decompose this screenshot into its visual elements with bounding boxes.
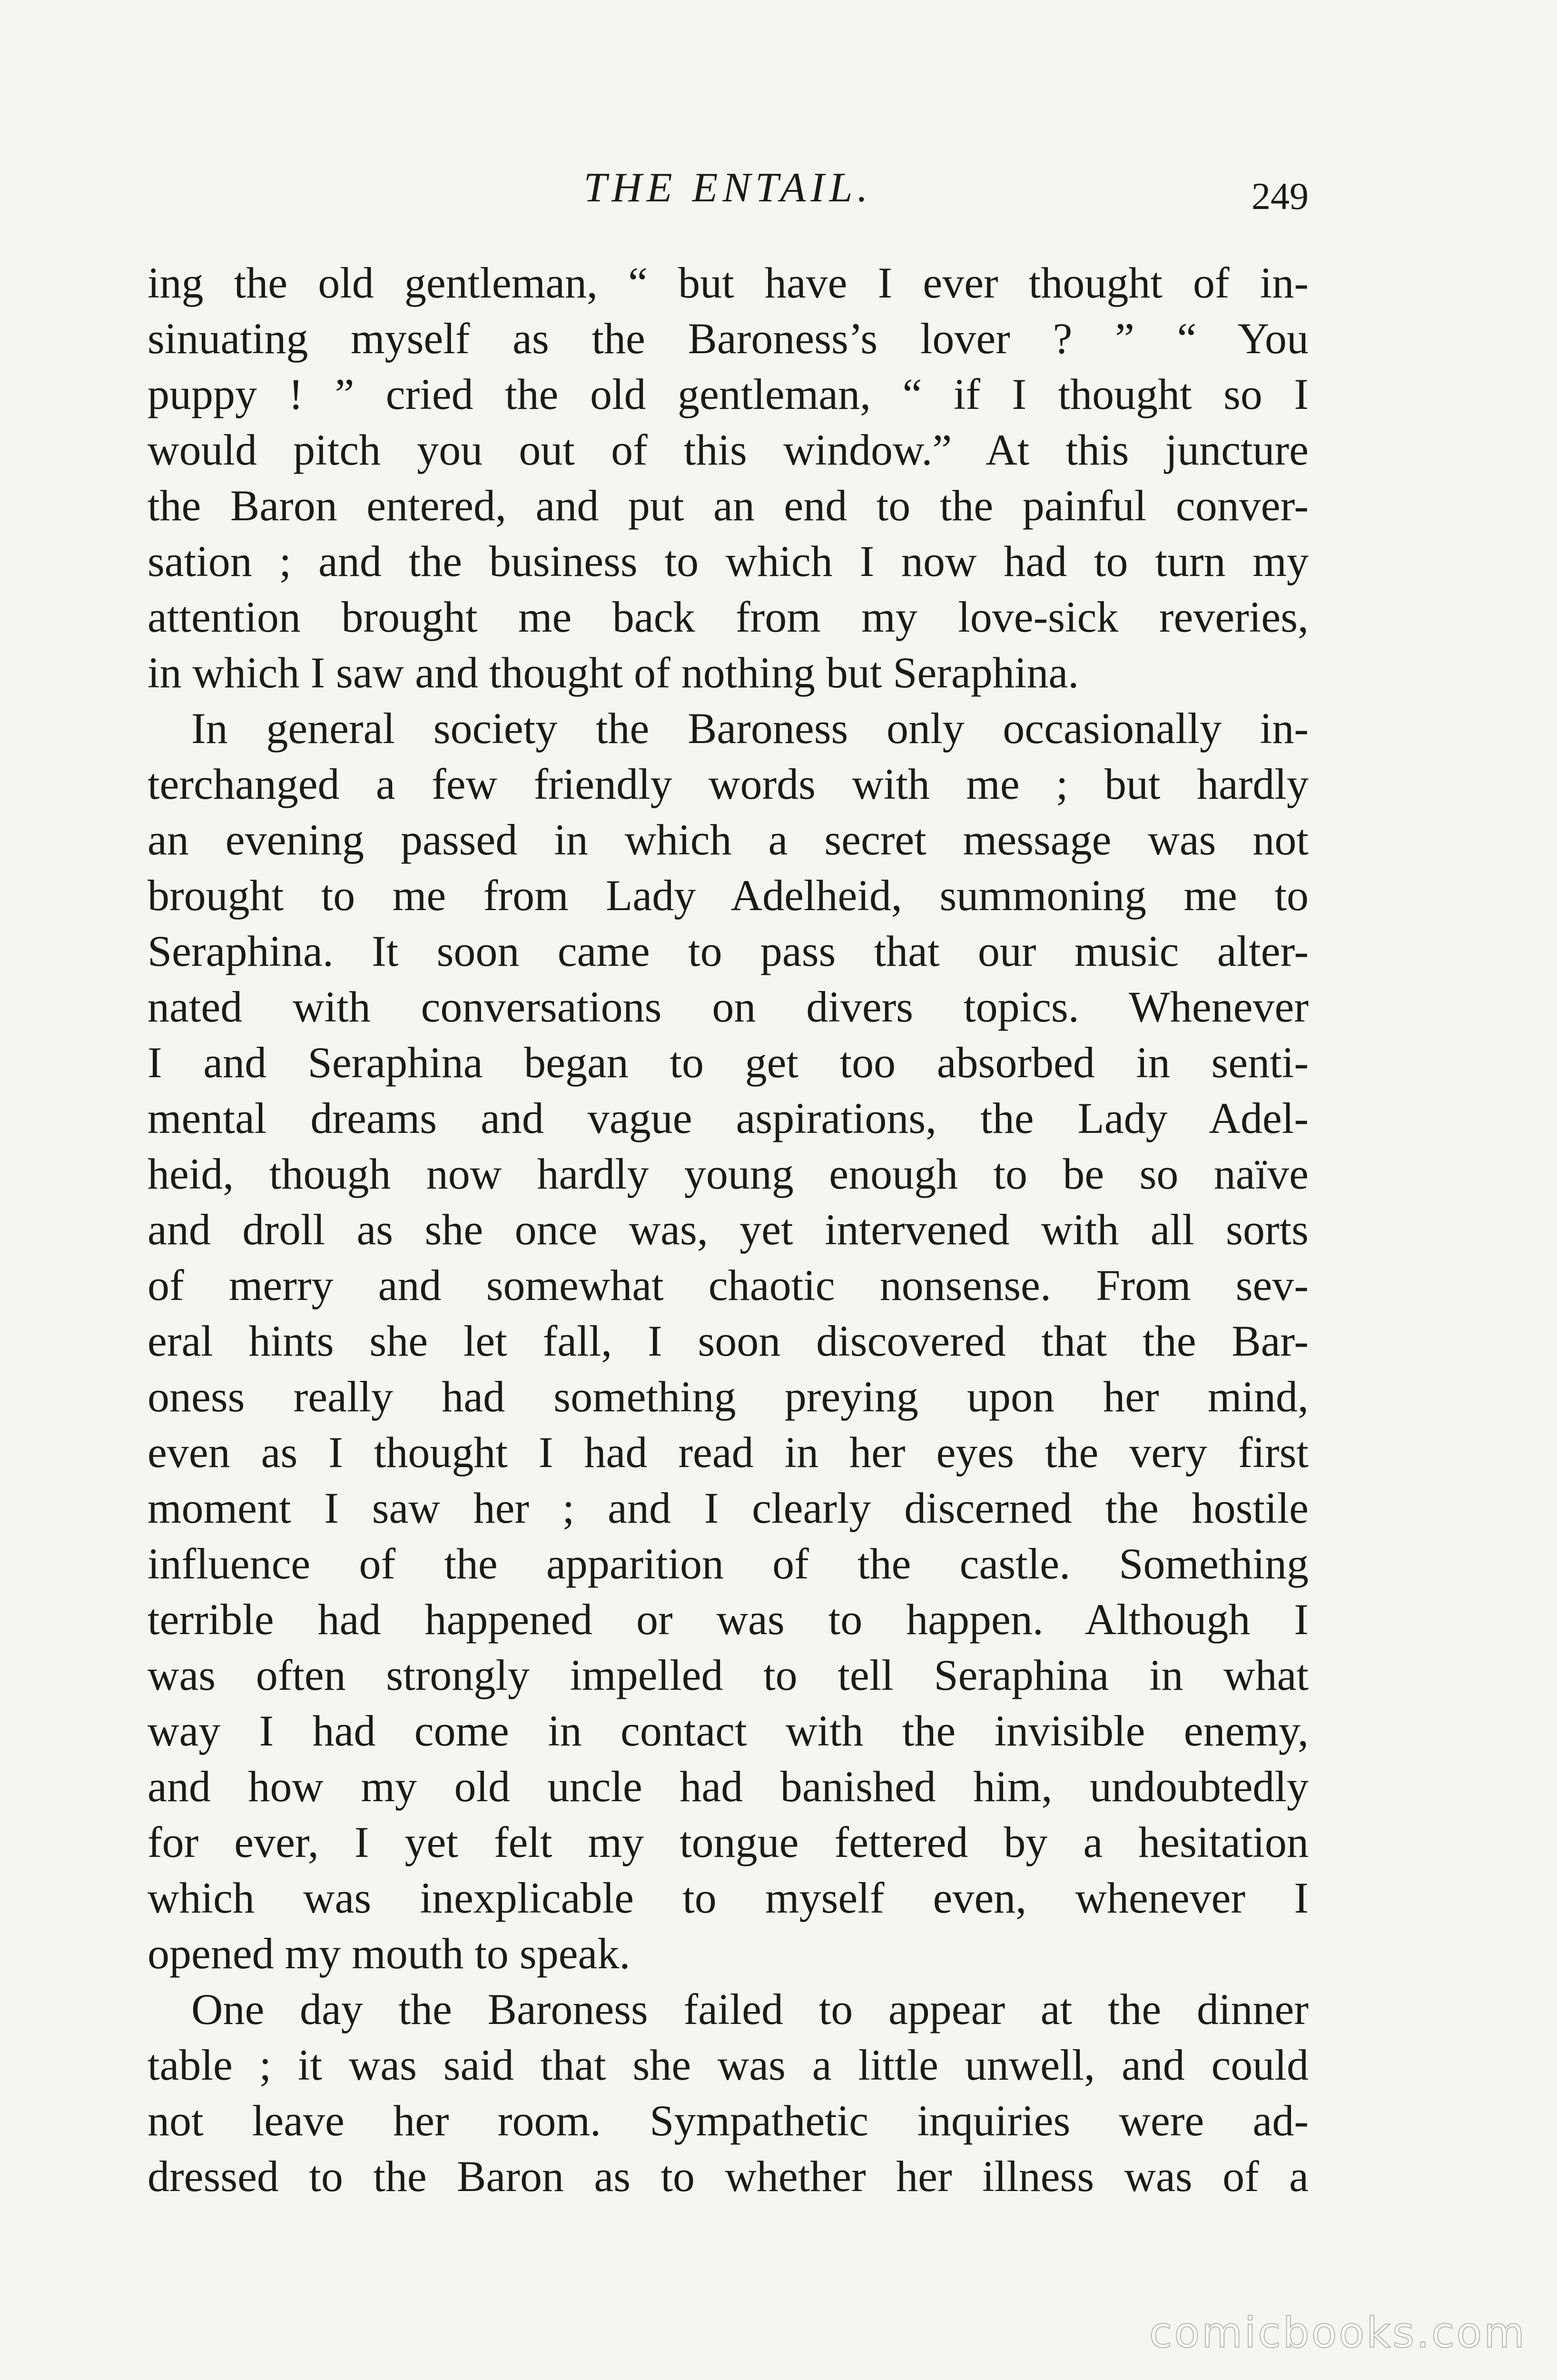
text-line: for ever, I yet felt my tongue fettered by a hesitation bbox=[148, 1818, 1309, 1866]
text-line: in which I saw and thought of nothing but Seraphina. bbox=[148, 648, 1079, 697]
text-line: the Baron entered, and put an end to the painful conver- bbox=[148, 481, 1309, 530]
text-line: not leave her room. Sympathetic inquiries were ad- bbox=[148, 2096, 1309, 2145]
text-line: way I had come in contact with the invisible enemy, bbox=[148, 1706, 1309, 1755]
text-line: opened my mouth to speak. bbox=[148, 1929, 631, 1978]
text-line: puppy ! ” cried the old gentleman, “ if I thought so I bbox=[148, 370, 1309, 418]
text-line: eral hints she let fall, I soon discovered that the Bar- bbox=[148, 1317, 1309, 1365]
page-header bbox=[148, 157, 1309, 219]
text-line: even as I thought I had read in her eyes the very first bbox=[148, 1428, 1309, 1477]
text-line: sinuating myself as the Baroness’s lover ? ” “ You bbox=[148, 314, 1309, 363]
text-line: I and Seraphina began to get too absorbed in senti- bbox=[148, 1038, 1309, 1087]
text-line: sation ; and the business to which I now had to turn my bbox=[148, 537, 1309, 585]
text-line: table ; it was said that she was a little unwell, and could bbox=[148, 2041, 1309, 2089]
text-line: terchanged a few friendly words with me ; but hardly bbox=[148, 760, 1309, 808]
text-line: dressed to the Baron as to whether her illness was of a bbox=[148, 2152, 1309, 2201]
text-line: ing the old gentleman, “ but have I ever thought of in- bbox=[148, 258, 1309, 307]
body-text bbox=[148, 255, 1309, 2204]
text-line: terrible had happened or was to happen. Although I bbox=[148, 1595, 1309, 1644]
text-line: an evening passed in which a secret message was not bbox=[148, 815, 1309, 864]
page-number: 249 bbox=[1252, 176, 1309, 218]
running-title: THE ENTAIL. bbox=[583, 165, 873, 211]
text-line: and how my old uncle had banished him, undoubtedly bbox=[148, 1762, 1309, 1811]
text-line: attention brought me back from my love-sick reveries, bbox=[148, 593, 1309, 641]
paragraph-start-line: One day the Baroness failed to appear at the dinner bbox=[191, 1985, 1309, 2033]
text-line: which was inexplicable to myself even, whenever I bbox=[148, 1874, 1309, 1922]
text-line: mental dreams and vague aspirations, the Lady Adel- bbox=[148, 1094, 1309, 1142]
text-line: heid, though now hardly young enough to be so naïve bbox=[148, 1150, 1309, 1198]
text-line: was often strongly impelled to tell Seraphina in what bbox=[148, 1651, 1309, 1699]
text-line: nated with conversations on divers topics. Whenever bbox=[148, 982, 1309, 1031]
text-line: Seraphina. It soon came to pass that our music alter- bbox=[148, 927, 1309, 975]
paragraph-start-line: In general society the Baroness only occasionally in- bbox=[191, 704, 1309, 753]
text-line: influence of the apparition of the castle. Something bbox=[148, 1539, 1309, 1588]
text-line: would pitch you out of this window.” At this juncture bbox=[148, 426, 1309, 474]
text-line: brought to me from Lady Adelheid, summoning me to bbox=[148, 871, 1309, 920]
text-line: oness really had something preying upon her mind, bbox=[148, 1372, 1309, 1421]
text-line: moment I saw her ; and I clearly discerned the hostile bbox=[148, 1484, 1309, 1532]
watermark: comicbooks.com bbox=[1149, 2308, 1527, 2357]
text-line: and droll as she once was, yet intervened with all sorts bbox=[148, 1205, 1309, 1254]
text-line: of merry and somewhat chaotic nonsense. From sev- bbox=[148, 1261, 1309, 1309]
